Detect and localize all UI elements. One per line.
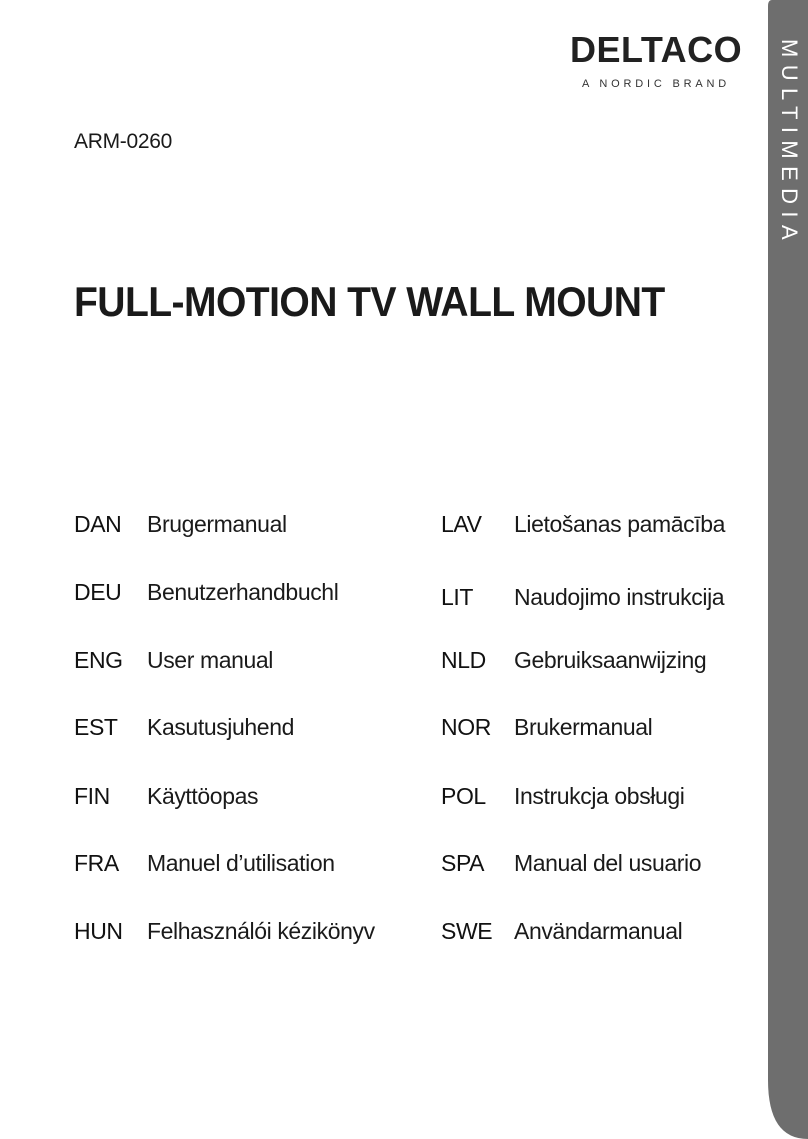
language-name: Manuel d’utilisation — [147, 850, 335, 876]
language-name: Lietošanas pamācība — [514, 511, 726, 537]
language-code: LIT — [441, 584, 474, 610]
language-code: ENG — [74, 647, 123, 673]
language-code: DEU — [74, 579, 122, 605]
language-name: Brukermanual — [514, 714, 653, 740]
language-name: Instrukcja obsługi — [514, 783, 685, 809]
brand-tagline: A NORDIC BRAND — [582, 78, 730, 90]
language-code: SPA — [441, 850, 485, 876]
language-code: FRA — [74, 850, 119, 876]
language-name: Kasutusjuhend — [147, 714, 294, 740]
language-name: Felhasználói kézikönyv — [147, 918, 375, 944]
language-name: Manual del usuario — [514, 850, 702, 876]
side-tab-label-box — [770, 0, 808, 300]
language-name: Naudojimo instrukcija — [514, 584, 725, 610]
language-code: DAN — [74, 511, 122, 537]
language-code: EST — [74, 714, 118, 740]
model-number: ARM-0260 — [74, 130, 172, 153]
language-code: POL — [441, 783, 486, 809]
side-tab-label: MULTIMEDIA — [777, 38, 802, 248]
language-code: HUN — [74, 918, 123, 944]
language-code: FIN — [74, 783, 110, 809]
language-code: NLD — [441, 647, 486, 673]
brand-name: DELTACO — [570, 29, 743, 70]
brand-logo — [570, 29, 743, 90]
page-title: FULL-MOTION TV WALL MOUNT — [74, 278, 665, 325]
language-name: Gebruiksaanwijzing — [514, 647, 707, 673]
language-name: Benutzerhandbuchl — [147, 579, 339, 605]
language-name: Användarmanual — [514, 918, 683, 944]
language-code: LAV — [441, 511, 482, 537]
language-code: NOR — [441, 714, 491, 740]
language-name: Käyttöopas — [147, 783, 259, 809]
language-name: Brugermanual — [147, 511, 287, 537]
language-name: User manual — [147, 647, 273, 673]
language-code: SWE — [441, 918, 493, 944]
